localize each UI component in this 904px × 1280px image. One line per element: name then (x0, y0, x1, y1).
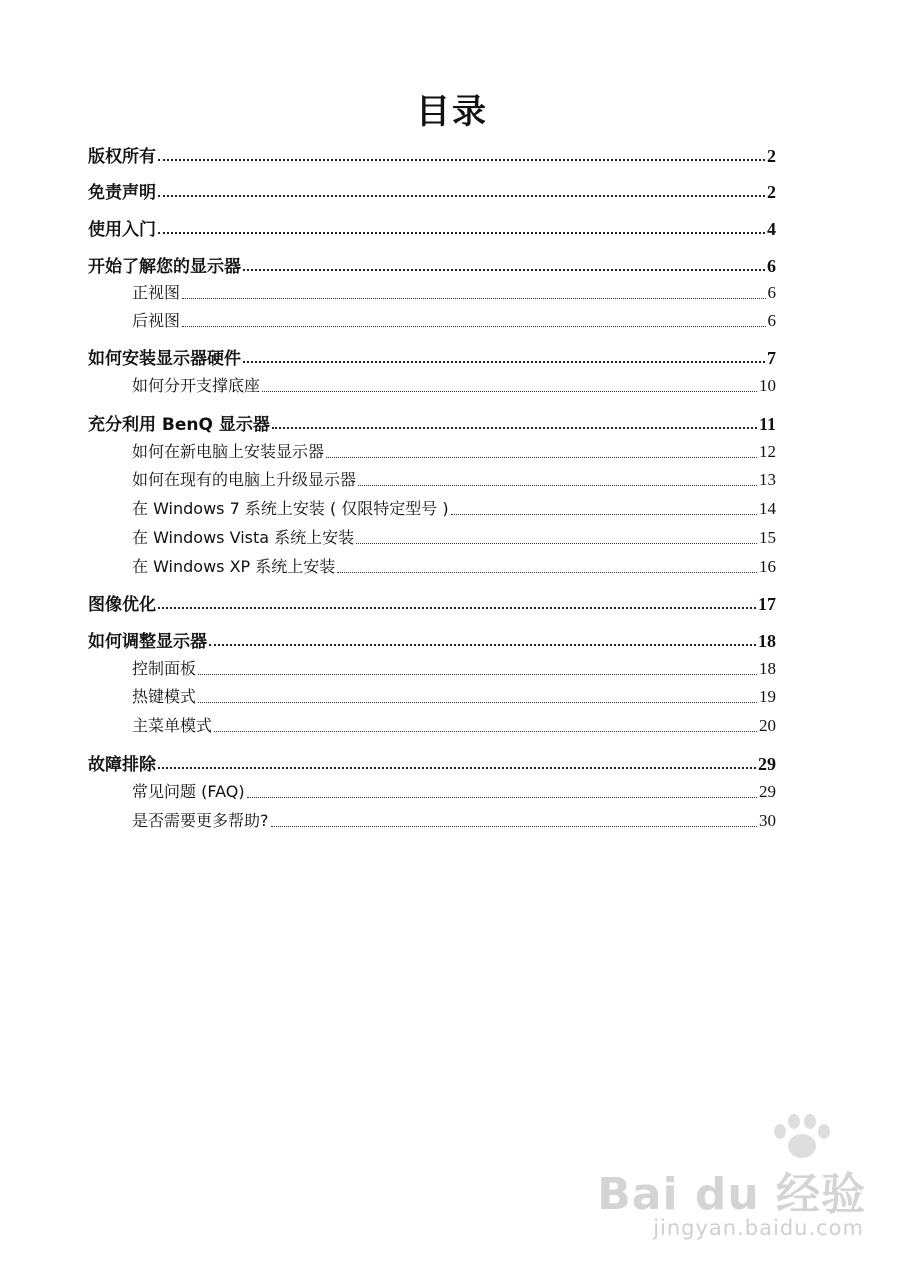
toc-entry-page: 29 (759, 782, 776, 801)
toc-entry-label: 热键模式 (132, 687, 197, 706)
toc-entry-page: 18 (758, 631, 776, 651)
toc-leader-dots (158, 195, 765, 197)
toc-subentry[interactable] (88, 656, 776, 680)
toc-entry-label: 主菜单模式 (132, 716, 213, 735)
toc-subentry[interactable] (88, 467, 776, 491)
toc-entry-page: 16 (759, 557, 776, 576)
toc-entry-label: 常见问题 (FAQ) (132, 782, 245, 801)
toc-subentry[interactable] (88, 525, 776, 549)
toc-entry[interactable] (88, 344, 776, 368)
toc-entry-label: 控制面板 (132, 659, 197, 678)
toc-leader-dots (214, 731, 757, 732)
toc-entry-label: 在 Windows XP 系统上安装 (132, 557, 336, 576)
toc-entry[interactable] (88, 750, 776, 774)
toc-leader-dots (158, 159, 765, 161)
toc-entry[interactable] (88, 215, 776, 239)
toc-subentry[interactable] (88, 808, 776, 832)
toc-leader-dots (158, 607, 756, 609)
toc-entry-page: 13 (759, 470, 776, 489)
toc-entry-label: 使用入门 (88, 220, 156, 240)
toc-entry-page: 18 (759, 659, 776, 678)
toc-subentry[interactable] (88, 308, 776, 332)
toc-leader-dots (198, 702, 757, 703)
toc-entry-page: 19 (759, 687, 776, 706)
toc-entry-page: 11 (758, 414, 776, 434)
toc-leader-dots (356, 543, 757, 544)
toc-entry-page: 29 (758, 754, 776, 774)
toc-entry-label: 后视图 (132, 311, 181, 330)
toc-leader-dots (209, 644, 756, 646)
toc-entry-page: 15 (759, 528, 776, 547)
toc-entry-label: 如何在现有的电脑上升级显示器 (132, 470, 357, 489)
toc-entry-page: 12 (759, 442, 776, 461)
toc-entry-page: 4 (767, 219, 776, 239)
toc-entry[interactable] (88, 142, 776, 166)
toc-entry-label: 在 Windows Vista 系统上安装 (132, 528, 355, 547)
toc-entry-page: 20 (759, 716, 776, 735)
page-title: 目录 (416, 92, 488, 132)
toc-entry-label: 如何在新电脑上安装显示器 (132, 442, 325, 461)
toc-leader-dots (243, 361, 765, 363)
toc-entry-label: 开始了解您的显示器 (88, 257, 241, 277)
toc-entry[interactable] (88, 627, 776, 651)
toc-leader-dots (158, 232, 765, 234)
toc-entry-page: 17 (758, 594, 776, 614)
toc-entry-page: 6 (767, 311, 776, 330)
toc-entry-page: 10 (759, 376, 776, 395)
toc-entry-page: 7 (767, 348, 776, 368)
toc-entry[interactable] (88, 178, 776, 202)
toc-leader-dots (243, 269, 765, 271)
toc-subentry[interactable] (88, 280, 776, 304)
toc-entry[interactable] (88, 410, 776, 434)
toc-entry-label: 在 Windows 7 系统上安装 ( 仅限特定型号 ) (132, 499, 449, 518)
toc-entry-label: 充分利用 BenQ 显示器 (88, 415, 270, 435)
watermark-url: jingyan.baidu.com (653, 1216, 864, 1240)
toc-subentry[interactable] (88, 373, 776, 397)
toc-entry-label: 如何分开支撑底座 (132, 376, 261, 395)
toc-leader-dots (182, 298, 765, 299)
toc-entry-label: 如何调整显示器 (88, 632, 207, 652)
toc-entry-page: 30 (759, 811, 776, 830)
toc-leader-dots (262, 391, 757, 392)
toc-leader-dots (247, 797, 757, 798)
toc-entry-label: 免责声明 (88, 183, 156, 203)
toc-leader-dots (271, 826, 758, 827)
toc-entry[interactable] (88, 590, 776, 614)
toc-entry-label: 版权所有 (88, 147, 156, 167)
toc-subentry[interactable] (88, 496, 776, 520)
toc-entry-label: 故障排除 (88, 755, 156, 775)
toc-subentry[interactable] (88, 439, 776, 463)
toc-entry-page: 2 (767, 146, 776, 166)
toc-entry-label: 正视图 (132, 283, 181, 302)
toc-leader-dots (182, 326, 765, 327)
toc-subentry[interactable] (88, 779, 776, 803)
toc-leader-dots (358, 485, 757, 486)
toc-entry-page: 6 (767, 283, 776, 302)
toc-entry-page: 2 (767, 182, 776, 202)
toc-entry-label: 是否需要更多帮助? (132, 811, 269, 830)
toc-entry-page: 6 (767, 256, 776, 276)
toc-entry-page: 14 (759, 499, 776, 518)
watermark-brand: Bai du 经验 (597, 1169, 866, 1220)
toc-leader-dots (326, 457, 757, 458)
toc-subentry[interactable] (88, 713, 776, 737)
toc-leader-dots (158, 767, 756, 769)
toc-entry-label: 如何安装显示器硬件 (88, 349, 241, 369)
baidu-jingyan-watermark (597, 1112, 866, 1252)
toc-entry[interactable] (88, 252, 776, 276)
toc-leader-dots (272, 427, 757, 429)
toc-entry-label: 图像优化 (88, 595, 156, 615)
toc-subentry[interactable] (88, 554, 776, 578)
toc-leader-dots (198, 674, 757, 675)
toc-subentry[interactable] (88, 684, 776, 708)
toc-leader-dots (451, 514, 757, 515)
toc-leader-dots (337, 572, 757, 573)
